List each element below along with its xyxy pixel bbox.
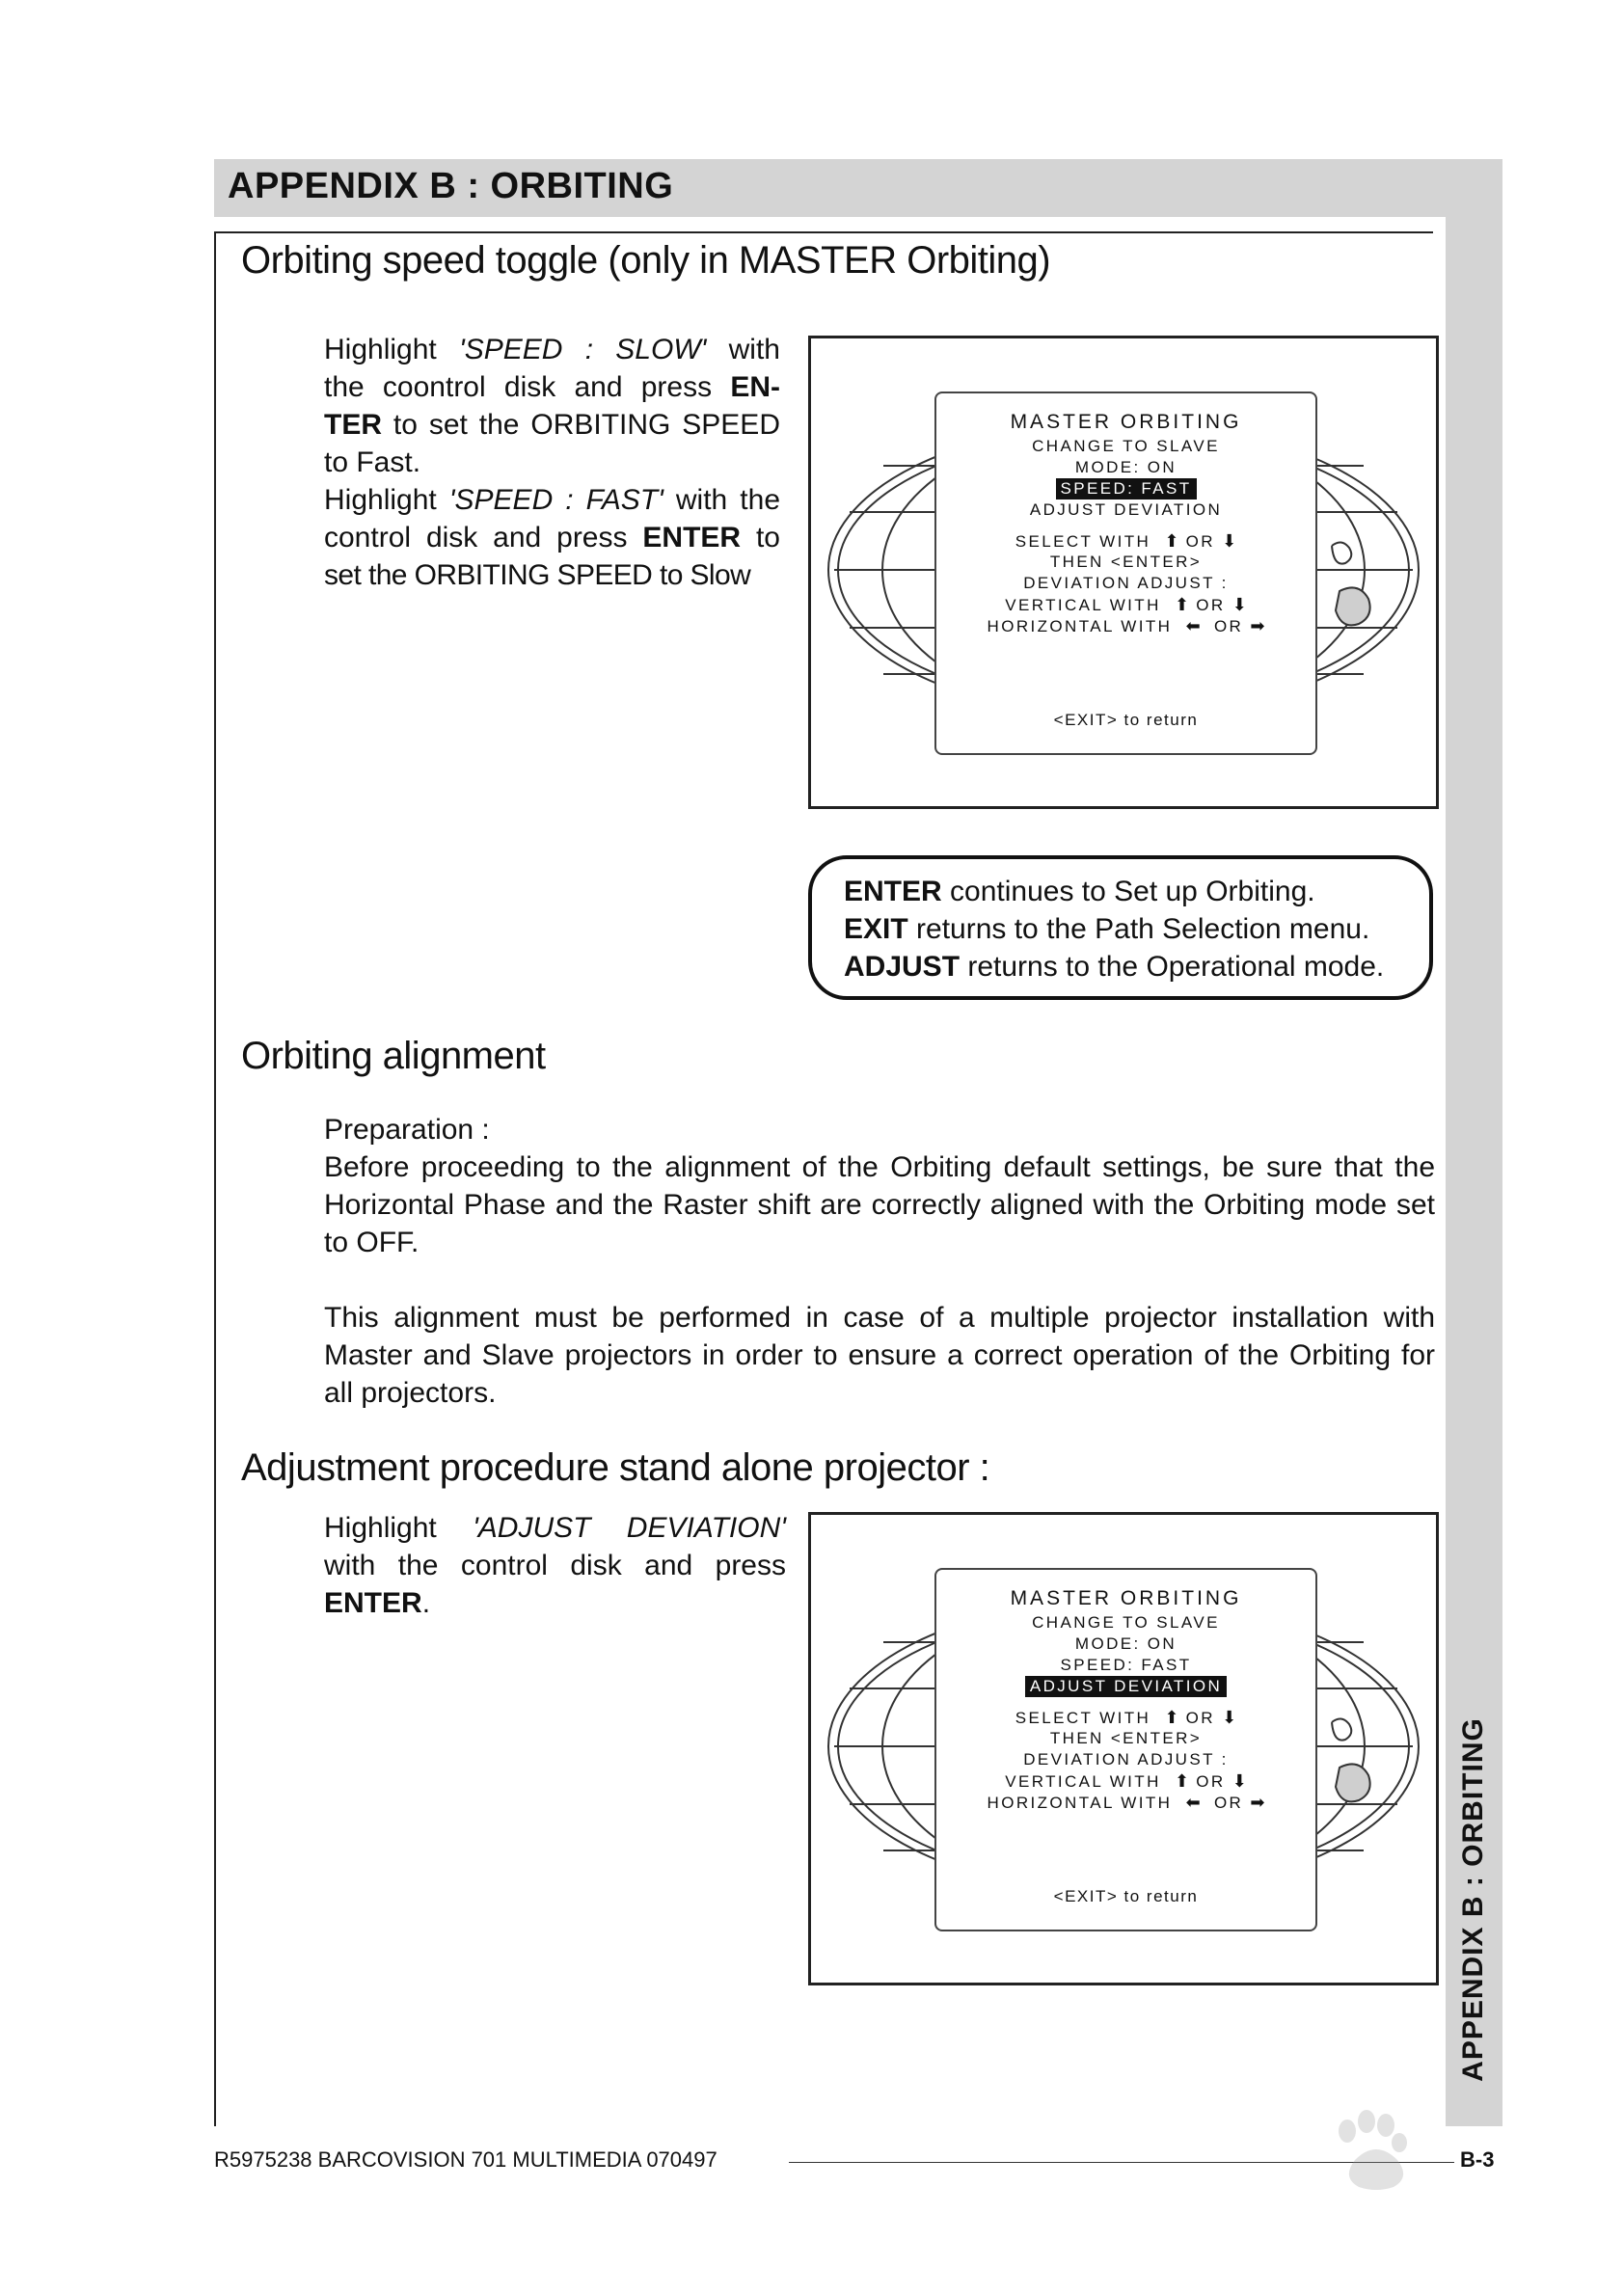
orbiting-menu-screenshot-2 <box>808 1512 1439 1985</box>
osd-menu-panel <box>934 1568 1317 1931</box>
menu-item-speed[interactable]: SPEED: FAST <box>1060 1656 1192 1674</box>
menu-item-speed[interactable] <box>936 478 1315 500</box>
arrow-up-icon: ⬆ <box>1175 1771 1190 1791</box>
preparation-paragraph: Before proceeding to the alignment of the Orbiting default settings, be sure that the Horizontal Phase and the Raster shift are correctly aligned with the Orbiting mode set to OFF. <box>324 1151 1435 1258</box>
preparation-label: Preparation : <box>324 1114 490 1146</box>
instruction-line: Highlight 'ADJUST DEVIATION' <box>324 1512 786 1544</box>
section-heading-speed-toggle: Orbiting speed toggle (only in MASTER Orbiting) <box>241 239 1051 282</box>
speed-toggle-instructions <box>324 331 780 594</box>
footer-page-number: B-3 <box>1460 2147 1495 2172</box>
menu-item-change-to-slave[interactable]: CHANGE TO SLAVE <box>1032 1613 1220 1632</box>
arrow-down-icon: ⬇ <box>1232 1771 1247 1791</box>
menu-title: MASTER ORBITING <box>1010 1587 1242 1609</box>
menu-exit-hint: <EXIT> to return <box>1053 711 1199 729</box>
baidu-watermark-logo <box>1162 2092 1538 2247</box>
arrow-down-icon: ⬇ <box>1222 531 1237 551</box>
alignment-paragraph: This alignment must be performed in case of a multiple projector installation with Master and Slave projectors in order to ensure a correct operation of the Orbiting for all projectors. <box>324 1302 1435 1409</box>
arrow-down-icon: ⬇ <box>1232 595 1247 614</box>
menu-exit-hint: <EXIT> to return <box>1053 1887 1199 1905</box>
arrow-down-icon: ⬇ <box>1222 1708 1237 1727</box>
instruction-line: Highlight 'SPEED : SLOW' with <box>324 334 780 365</box>
menu-hint-select: SELECT WITH ⬆ OR ⬇ <box>1015 1708 1237 1727</box>
baidu-paw-icon <box>1162 2092 1538 2247</box>
menu-hint-deviation: DEVIATION ADJUST : <box>1023 574 1229 592</box>
arrow-up-icon: ⬆ <box>1175 595 1190 614</box>
menu-item-speed-highlighted[interactable]: SPEED: FAST <box>1056 478 1197 500</box>
page-title: APPENDIX B : ORBITING <box>228 166 674 206</box>
section-heading-alignment: Orbiting alignment <box>241 1035 546 1077</box>
instruction-line: Highlight 'SPEED : FAST' with the <box>324 484 780 516</box>
menu-item-mode[interactable]: MODE: ON <box>1074 1634 1177 1653</box>
menu-hint-select: SELECT WITH ⬆ OR ⬇ <box>1015 531 1237 551</box>
arrow-left-icon: ⬅ <box>1185 616 1201 635</box>
instruction-line: ENTER. <box>324 1587 431 1619</box>
menu-item-adjust-deviation[interactable] <box>936 1676 1315 1697</box>
menu-item-adjust-deviation[interactable]: ADJUST DEVIATION <box>1029 500 1223 519</box>
side-tab-label: APPENDIX B : ORBITING <box>1457 1717 1489 2082</box>
menu-hint-horizontal: HORIZONTAL WITH ⬅ OR ➡ <box>987 1793 1265 1812</box>
navigation-note-box <box>808 855 1433 1000</box>
instruction-line: set the ORBITING SPEED to Slow <box>324 559 751 591</box>
adjustment-instructions <box>324 1509 786 1622</box>
note-line-adjust: ADJUST returns to the Operational mode. <box>844 951 1385 983</box>
osd-menu-panel <box>934 392 1317 755</box>
menu-title: MASTER ORBITING <box>1010 411 1242 433</box>
top-rule <box>214 231 1433 233</box>
menu-hint-horizontal: HORIZONTAL WITH ⬅ OR ➡ <box>987 616 1265 635</box>
arrow-left-icon: ⬅ <box>1185 1793 1201 1812</box>
left-rule <box>214 231 216 2126</box>
arrow-up-icon: ⬆ <box>1164 1708 1179 1727</box>
orbiting-menu-screenshot-1 <box>808 336 1439 809</box>
footer-doc-reference: R5975238 BARCOVISION 701 MULTIMEDIA 070497 <box>214 2147 717 2172</box>
menu-hint-vertical: VERTICAL WITH ⬆ OR ⬇ <box>1005 595 1247 614</box>
menu-item-adjust-deviation-highlighted[interactable]: ADJUST DEVIATION <box>1025 1676 1227 1697</box>
arrow-right-icon: ➡ <box>1250 616 1265 635</box>
arrow-up-icon: ⬆ <box>1164 531 1179 551</box>
instruction-line: TER to set the ORBITING SPEED <box>324 409 780 441</box>
instruction-line: with the control disk and press <box>324 1550 786 1581</box>
instruction-line: the coontrol disk and press EN- <box>324 371 780 403</box>
menu-hint-then: THEN <ENTER> <box>1049 553 1203 571</box>
section-heading-adjustment-procedure: Adjustment procedure stand alone projector : <box>241 1446 990 1489</box>
alignment-preparation <box>324 1111 1435 1412</box>
menu-hint-then: THEN <ENTER> <box>1049 1729 1203 1747</box>
menu-item-mode[interactable]: MODE: ON <box>1074 458 1177 476</box>
menu-item-change-to-slave[interactable]: CHANGE TO SLAVE <box>1032 437 1220 455</box>
note-line-enter: ENTER continues to Set up Orbiting. <box>844 876 1315 907</box>
menu-hint-vertical: VERTICAL WITH ⬆ OR ⬇ <box>1005 1771 1247 1791</box>
note-line-exit: EXIT returns to the Path Selection menu. <box>844 913 1370 945</box>
menu-hint-deviation: DEVIATION ADJUST : <box>1023 1750 1229 1768</box>
arrow-right-icon: ➡ <box>1250 1793 1265 1812</box>
instruction-line: to Fast. <box>324 446 421 478</box>
instruction-line: control disk and press ENTER to <box>324 522 780 554</box>
